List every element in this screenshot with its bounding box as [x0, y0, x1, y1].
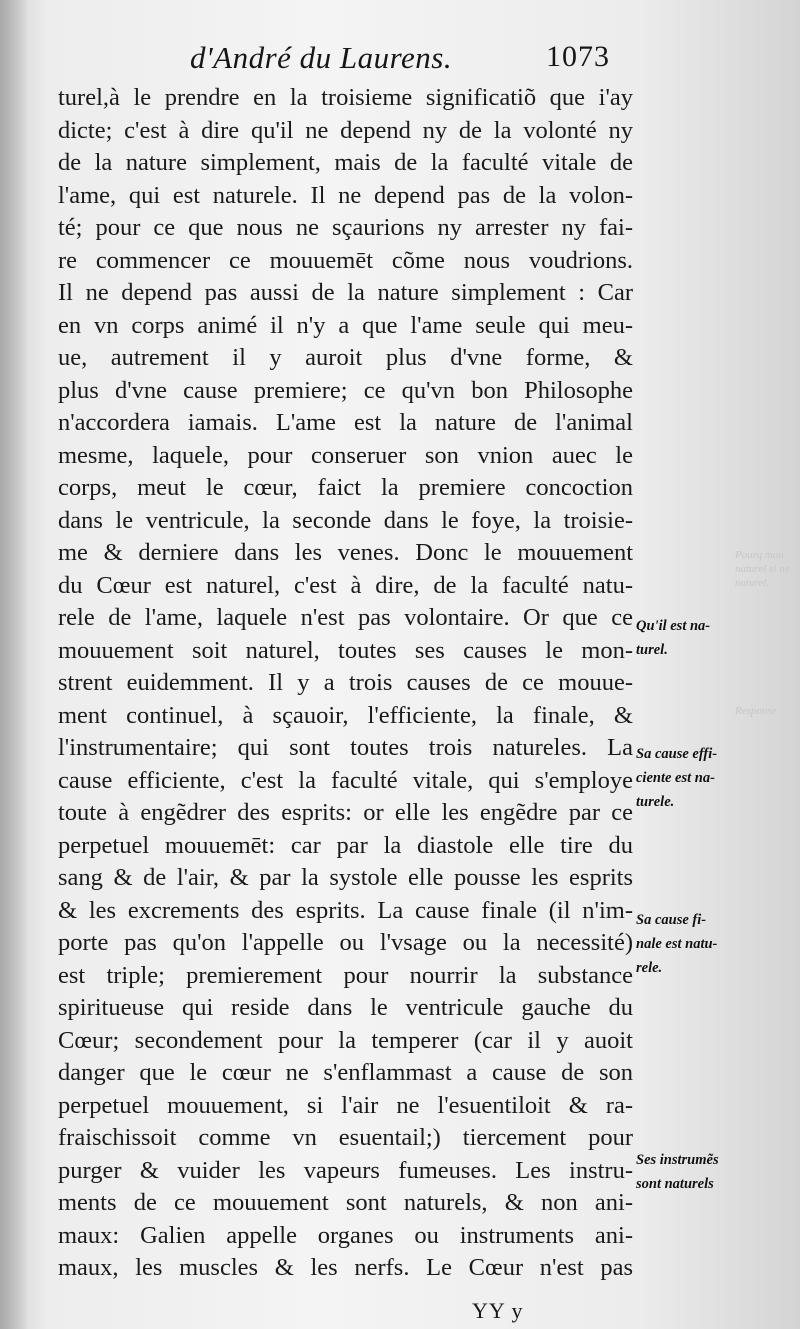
- bleed-through-note: [735, 548, 800, 590]
- text-line: n'accordera iamais. L'ame est la nature de l'animal: [58, 409, 633, 436]
- text-line: turel,à le prendre en la troisieme significatiõ que i'ay: [58, 84, 633, 111]
- text-line: Il ne depend pas aussi de la nature simplement : Car: [58, 279, 633, 306]
- text-line: ue, autrement il y auroit plus d'vne forme, &: [58, 344, 633, 371]
- text-line: est triple; premierement pour nourrir la substance: [58, 961, 633, 989]
- text-line: maux, les muscles & les nerfs. Le Cœur n'est pas: [58, 1254, 633, 1281]
- text-line: l'ame, qui est naturele. Il ne depend pas de la volon-: [58, 181, 633, 209]
- text-line: ments de ce mouuement sont naturels, & non ani-: [58, 1189, 633, 1216]
- margin-note-line: Sa cause effi-: [636, 746, 718, 762]
- margin-note-line: Ses instrumẽs: [636, 1152, 719, 1168]
- bleed-through-line: Response: [735, 705, 777, 717]
- text-line: du Cœur est naturel, c'est à dire, de la faculté natu-: [58, 571, 633, 599]
- text-line: maux: Galien appelle organes ou instruments ani-: [58, 1221, 633, 1249]
- text-line: mesme, laquele, pour conseruer son vnion auec le: [58, 441, 633, 469]
- text-line: spiritueuse qui reside dans le ventricule gauche du: [58, 994, 633, 1021]
- text-line: fraischissoit comme vn esuentail;) tiercement pour: [58, 1124, 633, 1151]
- margin-note: [636, 908, 786, 980]
- margin-note: [636, 1148, 786, 1196]
- text-line: porte pas qu'on l'appelle ou l'vsage ou la necessité): [58, 929, 633, 956]
- margin-note-line: turel.: [636, 642, 668, 658]
- text-line: & les excrements des esprits. La cause finale (il n'im-: [58, 896, 633, 924]
- running-title: d'André du Laurens.: [190, 40, 453, 75]
- bleed-through-line: naturel si ne: [735, 563, 790, 575]
- margin-note-line: Sa cause fi-: [636, 912, 707, 928]
- text-line: re commencer ce mouuemēt cõme nous voudrions.: [58, 246, 633, 274]
- margin-note-line: sont naturels: [636, 1176, 714, 1192]
- text-line: en vn corps animé il n'y a que l'ame seule qui meu-: [58, 311, 633, 339]
- text-line: de la nature simplement, mais de la faculté vitale de: [58, 149, 633, 176]
- text-line: mouuement soit naturel, toutes ses causes le mon-: [58, 636, 633, 664]
- text-line: perpetuel mouuemēt: car par la diastole elle tire du: [58, 831, 633, 859]
- text-line: toute à engẽdrer des esprits: or elle les engẽdre par ce: [58, 799, 633, 826]
- text-line: strent euidemment. Il y a trois causes de ce mouue-: [58, 669, 633, 696]
- body-text: [58, 82, 633, 1285]
- margin-note-line: rele.: [636, 960, 663, 976]
- text-line: dans le ventricule, la seconde dans le foye, la troisie-: [58, 506, 633, 534]
- text-line: dicte; c'est à dire qu'il ne depend ny de la volonté ny: [58, 116, 633, 144]
- bleed-through-note: [735, 704, 800, 718]
- text-line: ment continuel, à sçauoir, l'efficiente, la finale, &: [58, 701, 633, 729]
- page-number: 1073: [546, 40, 610, 73]
- margin-note-line: Qu'il est na-: [636, 618, 711, 634]
- text-line: té; pour ce que nous ne sçaurions ny arrester ny fai-: [58, 214, 633, 241]
- text-line: rele de l'ame, laquele n'est pas volontaire. Or que ce: [58, 604, 633, 631]
- text-line: Cœur; secondement pour la temperer (car il y auoit: [58, 1026, 633, 1054]
- text-line: l'instrumentaire; qui sont toutes trois natureles. La: [58, 734, 633, 761]
- text-line: cause efficiente, c'est la faculté vitale, qui s'employe: [58, 766, 633, 794]
- margin-note-line: turele.: [636, 794, 675, 810]
- text-line: danger que le cœur ne s'enflammast a cause de son: [58, 1059, 633, 1086]
- text-line: corps, meut le cœur, faict la premiere concoction: [58, 474, 633, 501]
- bleed-through-line: naturel.: [735, 577, 770, 589]
- margin-note: [636, 742, 786, 814]
- margin-note-line: nale est natu-: [636, 936, 718, 952]
- gutter-shadow: [0, 0, 28, 1329]
- signature-mark: YY y: [472, 1298, 524, 1323]
- text-line: me & derniere dans les venes. Donc le mouuement: [58, 539, 633, 566]
- text-line: sang & de l'air, & par la systole elle pousse les esprits: [58, 864, 633, 891]
- text-line: plus d'vne cause premiere; ce qu'vn bon Philosophe: [58, 376, 633, 404]
- text-line: perpetuel mouuement, si l'air ne l'esuentiloit & ra-: [58, 1091, 633, 1119]
- margin-note: [636, 614, 786, 662]
- text-line: purger & vuider les vapeurs fumeuses. Les instru-: [58, 1156, 633, 1184]
- margin-note-line: ciente est na-: [636, 770, 715, 786]
- bleed-through-line: Pourq mou: [735, 549, 784, 561]
